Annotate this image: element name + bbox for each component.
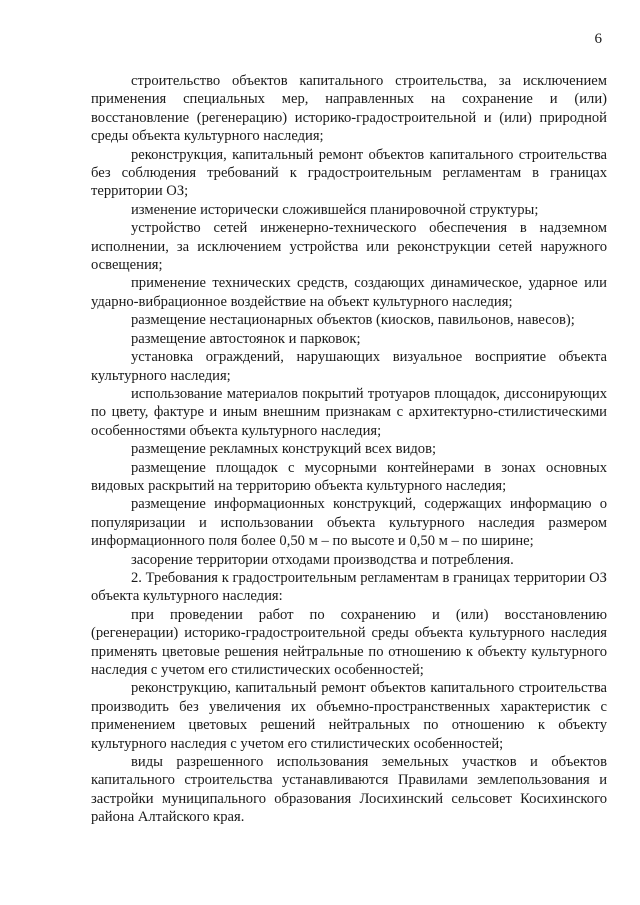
page-number: 6 bbox=[594, 31, 602, 47]
paragraph: размещение информационных конструкций, содержащих информацию о популяризации и использовании объекта культурного наследия размером информационного поля более 0,50 м – по высоте и 0,50 м – по ширине; bbox=[91, 496, 607, 550]
paragraph: размещение рекламных конструкций всех видов; bbox=[131, 441, 437, 458]
paragraph: при проведении работ по сохранению и (или) восстановлению (регенерации) историко-градостроительной среды объекта культурного наследия применять цветовые решения нейтральные по отношению к объекту культурного наследия с учетом его стилистических особенностей; bbox=[91, 606, 607, 678]
paragraph: применение технических средств, создающих динамическое, ударное или ударно-вибрационное воздействие на объект культурного наследия; bbox=[91, 275, 607, 310]
paragraph: использование материалов покрытий тротуаров площадок, диссонирующих по цвету, фактуре и иным внешним признакам с архитектурно-стилистическими особенностями объекта культурного наследия; bbox=[91, 385, 607, 439]
paragraph: строительство объектов капитального строительства, за исключением применения специальных мер, направленных на сохранение и (или) восстановление (регенерацию) историко-градостроительной и (или) природной среды объекта культурного наследия; bbox=[91, 73, 607, 145]
section-heading-paragraph: 2. Требования к градостроительным регламентам в границах территории ОЗ объекта культурного наследия: bbox=[91, 569, 607, 605]
paragraph: реконструкцию, капитальный ремонт объектов капитального строительства производить без увеличения их объемно-пространственных характеристик с применением цветовых решений нейтральных по отношению к объекту культурного наследия с учетом его стилистических особенностей; bbox=[91, 680, 607, 752]
paragraph: виды разрешенного использования земельных участков и объектов капитального строительства устанавливаются Правилами землепользования и застройки муниципального образования Лосихинский сельсовет Косихинского района Алтайского края. bbox=[91, 754, 607, 826]
paragraph: размещение автостоянок и парковок; bbox=[131, 330, 361, 347]
paragraph: засорение территории отходами производства и потребления. bbox=[131, 551, 514, 568]
paragraph: реконструкция, капитальный ремонт объектов капитального строительства без соблюдения требований к градостроительным регламентам в границах территории ОЗ; bbox=[91, 146, 607, 200]
document-body bbox=[91, 72, 607, 827]
paragraph: установка ограждений, нарушающих визуальное восприятие объекта культурного наследия; bbox=[91, 349, 607, 384]
paragraph: размещение площадок с мусорными контейнерами в зонах основных видовых раскрытий на территорию объекта культурного наследия; bbox=[91, 459, 607, 494]
paragraph: размещение нестационарных объектов (киосков, павильонов, навесов); bbox=[131, 312, 575, 329]
paragraph: устройство сетей инженерно-технического обеспечения в надземном исполнении, за исключением устройства или реконструкции сетей наружного освещения; bbox=[91, 220, 607, 274]
paragraph: изменение исторически сложившейся планировочной структуры; bbox=[131, 201, 539, 218]
